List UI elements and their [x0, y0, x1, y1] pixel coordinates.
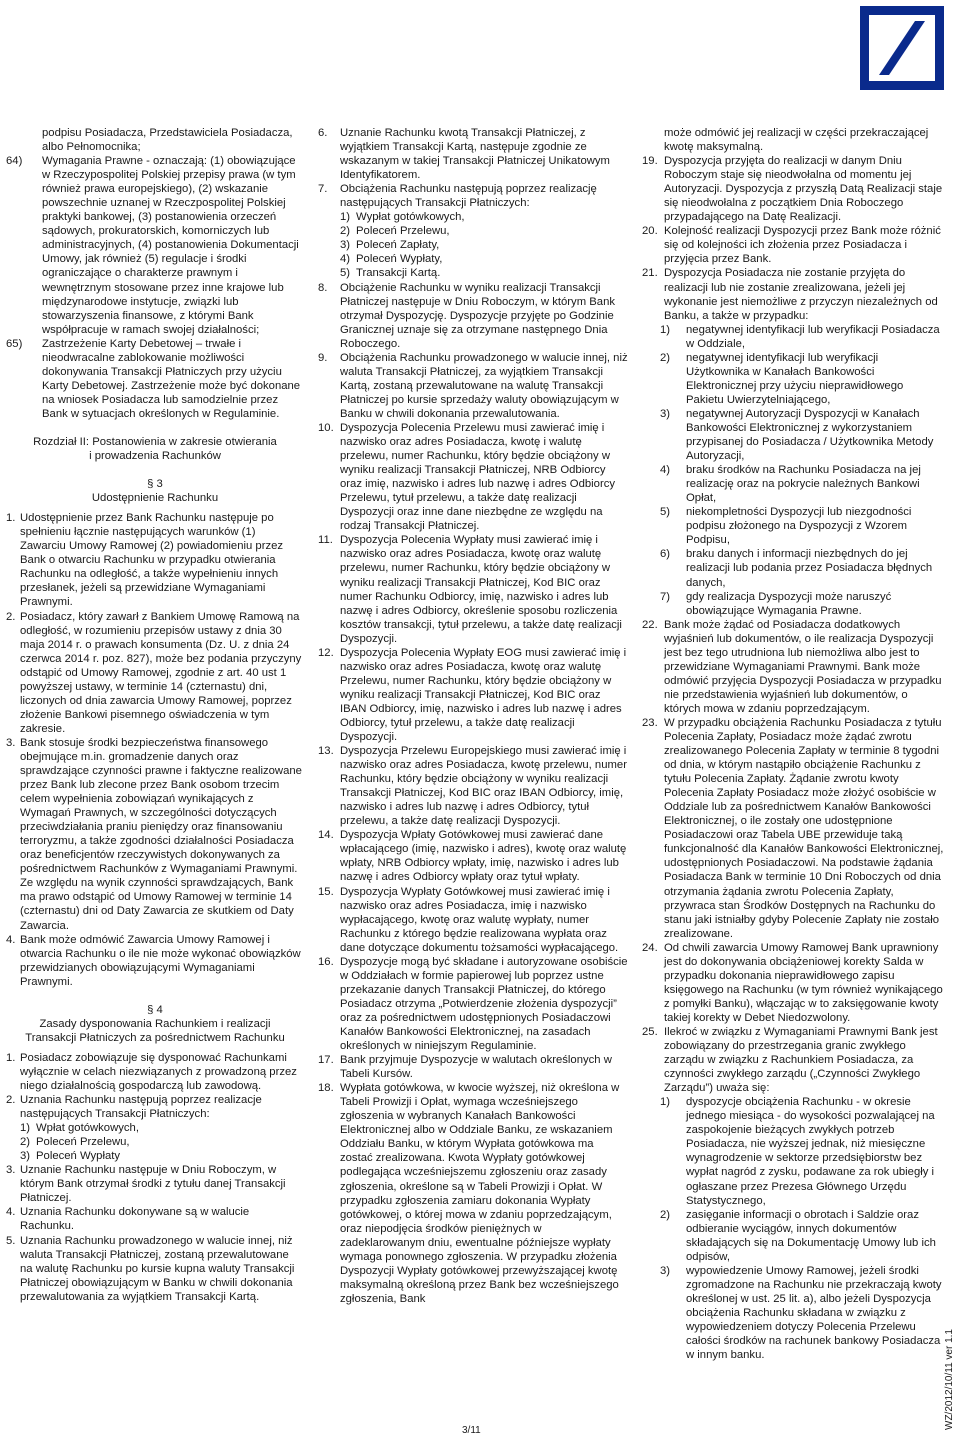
list-item — [642, 716, 944, 941]
item-number: 1) — [20, 1122, 31, 1135]
item-number: 5) — [660, 506, 671, 519]
section-4-list — [6, 1051, 304, 1304]
item-text: Wypłata gotówkowa, w kwocie wyższej, niż określona w Tabeli Prowizji i Opłat, wymaga wcześniejszego zgłoszenia w wybranych Kanałach Bankowości Elektronicznej albo w Oddziale Banku, ze wskazaniem Oddziału Banku, w którym Wypłata gotówkowa ma zostać zrealizowana. Kwota Wypłaty gotówkowej podlegająca wcześniejszemu zgłoszeniu oraz zasady zgłoszenia, określone są w Tabeli Prowizji i Opłat. W przypadku zgłoszenia zamiaru dokonania Wypłaty gotówkowej, o której mowa w zdaniu poprzedzającym, oraz niepodjęcia środków pieniężnych w zadeklarowanym dniu, ewentualne późniejsze wypłaty wymaga ponownego zgłoszenia. W przypadku złożenia Dyspozycji Wypłaty gotówkowej przewyższającej kwotę maksymalną określoną przez Bank bez wcześniejszego zgłoszenia, Bank — [340, 1082, 620, 1305]
list-item: 6. Uznanie Rachunku kwotą Transakcji Płatniczej, z wyjątkiem Transakcji Kartą, następuje zgodnie ze wskazanym w takiej Transakcji Płatniczej Unikatowym Identyfikatorem. — [318, 127, 610, 182]
sub-list-item — [340, 238, 628, 252]
item-text: dyspozycje obciążenia Rachunku - w okresie jednego miesiąca - do wysokości pozwalającej na zaspokojenie bieżących zwykłych potrzeb Posiadacza, nie wyższej jednak, niż miesięczne wynagrodzenie w sektorze przedsiębiorstw bez wypłat nagród z zysku, podawane za rok ubiegły i ogłaszane przez Prezesa Głównego Urzędu Statystycznego, — [686, 1096, 935, 1207]
item-number: 22. — [642, 618, 658, 631]
item-text: Poleceń Przelewu, — [356, 225, 450, 238]
item-number: 18. — [318, 1082, 334, 1095]
item-number: 10. — [318, 421, 334, 434]
item-number: 3) — [660, 407, 671, 420]
item-number: 12. — [318, 646, 334, 659]
item-number: 21. — [642, 267, 658, 280]
intro-text: może odmówić jej realizacji w części przekraczającej kwotę maksymalną. — [664, 127, 929, 154]
intro-text: podpisu Posiadacza, Przedstawiciela Posiadacza, albo Pełnomocnika; — [42, 127, 293, 154]
item-text: Bank stosuje środki bezpieczeństwa finansowego obejmujące m.in. gromadzenie danych oraz sprawdzające czynności prawne i faktyczne realizowane przez Bank lub zlecone przez Bank osobom trzecim celem wypełnienia zobowiązań wynikających z Wymagań Prawnych, w szczególności dotyczących przeciwdziałania praniu pieniędzy oraz finansowaniu terroryzmu, a także zgodności działalności Posiadacza oraz beneficjentów rzeczywistych dokonywanych za pośrednictwem Rachunków z Wymaganiami Prawnymi. Ze względu na wynik czynności sprawdzających, Bank ma prawo odstąpić od Umowy Ramowej w terminie 14 (czternastu) dni od Daty Zawarcia ze skutkiem od Daty Zawarcia. — [20, 736, 302, 932]
sub-list-item — [660, 505, 944, 547]
item-number: 20. — [642, 225, 658, 238]
item-number: 4) — [660, 464, 671, 477]
sub-list-item — [660, 590, 944, 618]
list-item — [642, 618, 944, 716]
sub-list — [642, 323, 944, 618]
item-text: Bank może żądać od Posiadacza dodatkowych wyjaśnień lub dokumentów, o ile realizacja Dyspozycji jest bez tego utrudniona lub niemożliwa albo jest to przewidziane Wymaganiami Prawnymi. Bank może odmówić przyjęcia Dyspozycji Posiadacza w przypadku nie przedstawienia wyjaśnień lub dokumentów, o których mowa w zdaniu poprzedzającym. — [664, 618, 942, 715]
item-number: 23. — [642, 716, 658, 729]
item-text: Posiadacz, który zawarł z Bankiem Umowę Ramową na odległość, w rozumieniu przepisów ustawy z dnia 30 maja 2014 r. o prawach konsumenta (Dz. U. z dnia 24 czerwca 2014 r. poz. 827), może bez podania przyczyny odstąpić od Umowy Ramowej, zgodnie z art. 40 ust 1 powyższej ustawy, w terminie 14 (czternastu) dni, liczonych od dnia zawarcia Umowy Ramowej, poprzez złożenie Bankowi pisemnego oświadczenia w tym zakresie. — [20, 610, 302, 735]
definition-number: 65) — [6, 337, 23, 350]
list-item — [318, 744, 628, 828]
definition-text: Wymagania Prawne - oznaczają: (1) obowiązujące w Rzeczypospolitej Polskiej przepisy prawa (w tym również prawa europejskiego), (2) wskazanie powszechnie uznanej w Rzeczpospolitej Polskiej praktyki bankowej, (3) postanowienia orzeczeń sądowych, prokuratorskich, komorniczych lub administracyjnych, (4) postanowienia Dokumentacji Umowy, jak również (5) regulacje i środki ograniczające o charakterze prawnym i wewnętrznym stosowane przez inne krajowe lub międzynarodowe instytucje, związki lub stowarzyszenia finansowe, z którymi Bank współpracuje w ramach swojej działalności; — [42, 155, 299, 336]
item-text: Dyspozycja Posiadacza nie zostanie przyjęta do realizacji lub nie zostanie zrealizowana, jeżeli jej wykonanie jest niemożliwe z przyczyn niezależnych od Banku, a także w przypadku: — [664, 267, 938, 322]
sub-list-item — [20, 1149, 304, 1163]
item-number: 2. — [6, 610, 16, 623]
item-number: 3. — [6, 1164, 16, 1177]
list-rest — [6, 1163, 304, 1303]
list — [642, 154, 944, 323]
item-number: 11. — [318, 534, 333, 547]
list-item — [6, 1163, 304, 1205]
list-item — [318, 421, 628, 533]
list-item — [642, 941, 944, 1025]
sub-list-item — [20, 1135, 304, 1149]
item-number: 2) — [20, 1136, 31, 1149]
item-text: Dyspozycja Wpłaty Gotówkowej musi zawierać dane wpłacającego (imię, nazwisko i adres), kwotę oraz walutę wpłaty, NRB Odbiorcy wpłaty, imię, nazwisko i adres lub nazwę i adres Odbiorcy wpłaty oraz tytuł wpłaty. — [340, 829, 627, 884]
column-left — [6, 126, 304, 1304]
list — [318, 281, 628, 1306]
sub-list — [20, 1121, 304, 1163]
item-number: 8. — [318, 281, 328, 294]
sub-list-item — [660, 1208, 944, 1264]
item-text: wypowiedzenie Umowy Ramowej, jeżeli środki zgromadzone na Rachunku nie przekraczają kwoty określonej w ust. 25 lit. a), albo jeżeli Dyspozycja obciążenia Rachunku składana w związku z wypowiedzeniem dotyczy Polecenia Przelewu całości środków na rachunek bankowy Posiadacza w innym banku. — [686, 1264, 942, 1362]
item-number: 1) — [340, 211, 351, 224]
sub-list-item — [660, 351, 944, 407]
list-item — [318, 281, 628, 351]
list-item: 1. Posiadacz zobowiązuje się dysponować Rachunkami wyłącznie w celach niezwiązanych z prowadzoną przez niego działalnością gospodarczą lub zawodową. — [6, 1051, 297, 1092]
item-text: Poleceń Wypłaty — [36, 1150, 121, 1163]
item-text: Bank przyjmuje Dyspozycje w walutach określonych w Tabeli Kursów. — [340, 1054, 612, 1081]
item-text: zasięganie informacji o obrotach i Saldzie oraz odbieranie wyciągów, innych dokumentów składających się na Dokumentację Umowy lub ich odpisów, — [686, 1208, 936, 1263]
definition-65 — [6, 337, 304, 421]
item-text: Dyspozycja Wypłaty Gotówkowej musi zawierać imię i nazwisko oraz adres Posiadacza, imię i nazwisko wypłacającego, kwotę oraz walutę wypłaty, numer Rachunku z którego będzie realizowana wypłata oraz dane dotyczące dokumentu tożsamości wypłacającego. — [340, 885, 619, 954]
item-number: 4) — [340, 253, 351, 266]
sub-list-item — [660, 1264, 944, 1362]
sub-list-item — [660, 407, 944, 463]
list-item — [642, 1025, 944, 1095]
list-item — [318, 828, 628, 884]
section-3-heading: § 3 Udostępnienie Rachunku — [91, 478, 219, 505]
list-item: 7. Obciążenia Rachunku następują poprzez realizację następujących Transakcji Płatniczych: — [318, 183, 597, 210]
item-text: braku danych i informacji niezbędnych do jej realizacji lub podania przez Posiadacza błędnych danych, — [686, 548, 933, 589]
item-text: Obciążenia Rachunku prowadzonego w walucie innej, niż waluta Transakcji Płatniczej, za wyjątkiem Transakcji Kartą, zostaną przewalutowane na walutę Transakcji Płatniczej po kursie sprzedaży waluty obowiązującym w Banku w chwili dokonania przewalutowania. — [340, 351, 628, 420]
item-text: Uznania Rachunku dokonywane są w walucie Rachunku. — [20, 1206, 250, 1233]
document-version: WZ/2012/10/11 ver 1.1 — [944, 1329, 955, 1430]
section-3-list — [6, 511, 304, 989]
item-number: 6) — [660, 548, 671, 561]
item-text: Poleceń Zapłaty, — [356, 239, 440, 252]
list-item — [318, 351, 628, 421]
item-text: Uznanie Rachunku następuje w Dniu Roboczym, w którym Bank otrzymał środki z tytułu danej Transakcji Płatniczej. — [20, 1164, 286, 1205]
list-item — [6, 511, 304, 609]
definition-number: 64) — [6, 155, 23, 168]
list-item — [6, 610, 304, 736]
item-text: Kolejność realizacji Dyspozycji przez Bank może różnić się od kolejności ich złożenia przez Posiadacza i przyjęcia przez Bank. — [664, 225, 941, 266]
item-number: 4. — [6, 1206, 16, 1219]
list-item — [642, 266, 944, 322]
list-item — [642, 224, 944, 266]
item-number: 7) — [660, 590, 671, 603]
item-number: 3) — [340, 239, 351, 252]
item-number: 9. — [318, 351, 328, 364]
item-text: Dyspozycja Polecenia Wypłaty EOG musi zawierać imię i nazwisko oraz adres Posiadacza, kwotę oraz walutę Przelewu, numer Rachunku, który będzie obciążony w wyniku realizacji Transakcji Płatniczej, Kod BIC oraz IBAN Odbiorcy, imię, nazwisko i adres lub nazwę i adres Odbiorcy, tytuł przelewu, a także datę realizacji Dyspozycji. — [340, 646, 627, 744]
list-item — [318, 646, 628, 744]
sub-list-item — [340, 266, 628, 280]
item-number: 5) — [340, 267, 351, 280]
item-text: Dyspozycja przyjęta do realizacji w danym Dniu Roboczym staje się nieodwołalna od momentu jej Autoryzacji. Dyspozycja z przyszłą Datą Realizacji staje się nieodwołalna z początkiem Dnia Roboczego przypadającego na Datę Realizacji. — [664, 155, 943, 224]
section-4-heading: § 4 Zasady dysponowania Rachunkiem i realizacji Transakcji Płatniczych za pośrednictwem Rachunku — [25, 1003, 285, 1044]
item-number: 17. — [318, 1054, 334, 1067]
item-number: 14. — [318, 829, 334, 842]
item-number: 3. — [6, 736, 16, 749]
item-text: gdy realizacja Dyspozycji może naruszyć obowiązujące Wymagania Prawne. — [686, 590, 892, 617]
list-item — [318, 955, 628, 1053]
sub-list-item — [340, 224, 628, 238]
item-number: 1) — [660, 1096, 671, 1109]
sub-list-item — [340, 210, 628, 224]
list-item — [6, 933, 304, 989]
item-text: braku środków na Rachunku Posiadacza na jej realizację oraz na pokrycie należnych Bankowi Opłat, — [686, 464, 921, 505]
item-number: 5. — [6, 1234, 16, 1247]
list-item — [318, 533, 628, 645]
item-text: Udostępnienie przez Bank Rachunku następuje po spełnieniu łącznie następujących warunków (1) Zawarciu Umowy Ramowej (2) powiadomieniu przez Bank o otwarciu Rachunku w przypadku otwierania Rachunku na odległość, a także wypełnieniu innych przesłanek, jeżeli są przewidziane Wymaganiami Prawnymi. — [20, 512, 284, 609]
item-text: Poleceń Wypłaty, — [356, 253, 443, 266]
item-number: 19. — [642, 155, 658, 168]
item-number: 1. — [6, 512, 16, 525]
list-item — [318, 1081, 628, 1306]
definition-text: Zastrzeżenie Karty Debetowej – trwałe i nieodwracalne zablokowanie możliwości dokonywania Transakcji Płatniczych przy użyciu Karty Debetowej. Zastrzeżenie może być dokonane na wniosek Posiadacza lub samodzielnie przez Bank w sytuacjach określonych w Regulaminie. — [42, 337, 301, 420]
definition-64 — [6, 154, 304, 337]
item-text: Obciążenie Rachunku w wyniku realizacji Transakcji Płatniczej następuje w Dniu Roboczym, w którym Bank otrzymał Dyspozycję. Dyspozycje przyjęte po Godzinie Granicznej uznaje się za otrzymane następnego Dnia Roboczego. — [340, 281, 616, 350]
page-number: 3/11 — [462, 1425, 481, 1436]
sub-list — [642, 1095, 944, 1362]
sub-list-item — [20, 1121, 304, 1135]
item-text: Wypłat gotówkowych, — [356, 211, 465, 224]
item-text: W przypadku obciążenia Rachunku Posiadacza z tytułu Polecenia Zapłaty, Posiadacz może żądać zwrotu zrealizowanego Polecenia Zapłaty w terminie 8 tygodni od dnia, w którym nastąpiło obciążenie Rachunku z tytułu Polecenia Zapłaty. Żądanie zwrotu kwoty Polecenia Zapłaty Posiadacz może złożyć osobiście w Oddziale lub za pośrednictwem Kanałów Bankowości Elektronicznej, o ile zostały one udostępnione Posiadaczowi oraz Tabela UBE przewiduje taką funkcjonalność dla Kanałów Bankowości Elektronicznej, udostępnionych Posiadaczowi. Na podstawie żądania Posiadacza Bank w terminie 10 Dni Roboczych od dnia otrzymania żądania zwrotu Polecenia Zapłaty, przywraca stan Środków Dostępnych na Rachunku do stanu jaki istniałby gdyby Polecenie Zapłaty nie zostało zrealizowane. — [664, 716, 944, 940]
list-item — [6, 736, 304, 933]
sub-list-item — [660, 323, 944, 351]
sub-list-item — [340, 252, 628, 266]
item-text: Wpłat gotówkowych, — [36, 1122, 139, 1135]
item-number: 2) — [660, 1208, 671, 1221]
sub-list-item — [660, 1095, 944, 1207]
item-number: 2) — [660, 351, 671, 364]
column-middle — [318, 126, 628, 1306]
deutsche-bank-logo-icon — [860, 6, 944, 90]
item-number: 3) — [20, 1150, 31, 1163]
list-item — [318, 885, 628, 955]
item-text: Transakcji Kartą. — [356, 267, 441, 280]
list-item — [6, 1234, 304, 1304]
list-item — [6, 1205, 304, 1233]
item-text: negatywnej identyfikacji lub weryfikacji Posiadacza w Oddziale, — [686, 323, 940, 350]
item-text: Dyspozycje mogą być składane i autoryzowane osobiście w Oddziałach w formie papierowej lub poprzez ustne przekazanie danych Transakcji Płatniczej, do którego Posiadacz otrzyma „Potwierdzenie złożenia dyspozycji” oraz za pośrednictwem udostępnionych Posiadaczowi Kanałów Bankowości Elektronicznej, na zasadach określonych w niniejszym Regulaminie. — [340, 955, 628, 1053]
item-text: Uznania Rachunku prowadzonego w walucie innej, niż waluta Transakcji Płatniczej, zostaną przewalutowane na walutę Rachunku po kursie kupna waluty Transakcji Płatniczej obowiązującym w Banku w chwili dokonania przewalutowania za wyjątkiem Transakcji Kartą. — [20, 1234, 295, 1303]
list-item: 2. Uznania Rachunku następują poprzez realizacje następujących Transakcji Płatniczych: — [6, 1094, 262, 1121]
item-number: 2) — [340, 225, 351, 238]
item-number: 15. — [318, 885, 334, 898]
item-text: Dyspozycja Polecenia Wypłaty musi zawierać imię i nazwisko oraz adres Posiadacza, kwotę oraz walutę przelewu, numer Rachunku, który będzie obciążony w wyniku realizacji Transakcji Płatniczej, Kod BIC oraz numer Rachunku Odbiorcy, imię, nazwisko i adres lub nazwę i adres Odbiorcy, określenie sposobu rozliczenia kosztów transakcji, tytuł przelewu, a także datę realizacji Dyspozycji. — [340, 534, 622, 645]
sub-list — [340, 210, 628, 280]
item-text: Poleceń Przelewu, — [36, 1136, 130, 1149]
item-number: 13. — [318, 745, 334, 758]
item-text: Dyspozycja Polecenia Przelewu musi zawierać imię i nazwisko oraz adres Posiadacza, kwotę i walutę przelewu, numer Rachunku, który będzie obciążony w wyniku realizacji Transakcji Płatniczej, NRB Odbiorcy oraz imię, nazwisko i adres lub nazwę i adres Odbiorcy Przelewu, tytuł przelewu, a także datę realizacji Dyspozycji oraz inne dane niezbędne ze względu na rodzaj Transakcji Płatniczej. — [340, 421, 616, 533]
list-item — [318, 1053, 628, 1081]
sub-list-item — [660, 547, 944, 589]
item-text: Od chwili zawarcia Umowy Ramowej Bank uprawniony jest do dokonywania obciążeniowej korekty Salda w przypadku dokonania nieprawidłowego zapisu księgowego na Rachunku (w tym również wynikającego z pomyłki Banku), włączając w to zaksięgowanie kwoty takiej korekty w Debet Niedozwolony. — [664, 941, 943, 1024]
item-text: negatywnej Autoryzacji Dyspozycji w Kanałach Bankowości Elektronicznej z wykorzystaniem przypisanej do Posiadacza / Użytkownika Metody Autoryzacji, — [686, 407, 934, 463]
item-number: 4. — [6, 933, 16, 946]
item-text: Bank może odmówić Zawarcia Umowy Ramowej i otwarcia Rachunku o ile nie może wykonać obowiązków przewidzianych obowiązującymi Wymaganiami Prawnymi. — [20, 933, 301, 988]
sub-list-item — [660, 463, 944, 505]
list-item — [642, 154, 944, 224]
item-text: negatywnej identyfikacji lub weryfikacji Użytkownika w Kanałach Bankowości Elektronicznej przy użyciu nieprawidłowego Pakietu Uwierzytelniającego, — [686, 351, 904, 406]
item-text: Ilekroć w związku z Wymaganiami Prawnymi Bank jest zobowiązany do przestrzegania granic zwykłego zarządu w związku z Rachunkiem Posiadacza, za czynności zwykłego zarządu („Czynności Zwykłego Zarządu”) uważa się: — [664, 1026, 938, 1095]
item-number: 24. — [642, 941, 658, 954]
item-number: 16. — [318, 955, 334, 968]
item-number: 1) — [660, 323, 671, 336]
item-text: Dyspozycja Przelewu Europejskiego musi zawierać imię i nazwisko oraz adres Posiadacza, kwotę przelewu, numer Rachunku, który będzie obciążony w wyniku realizacji Transakcji Płatniczej, Kod BIC oraz IBAN Odbiorcy, imię, nazwisko i adres lub nazwę i adres Odbiorcy, tytuł przelewu, a także datę realizacji Dyspozycji. — [340, 745, 627, 828]
item-number: 3) — [660, 1264, 671, 1277]
list — [642, 618, 944, 1096]
item-text: niekompletności Dyspozycji lub niezgodności podpisu złożonego na Dyspozycji z Wzorem Podpisu, — [686, 506, 912, 547]
column-right — [642, 126, 944, 1362]
chapter-heading: Rozdział II: Postanowienia w zakresie otwierania i prowadzenia Rachunków — [33, 435, 277, 463]
item-number: 25. — [642, 1026, 658, 1038]
